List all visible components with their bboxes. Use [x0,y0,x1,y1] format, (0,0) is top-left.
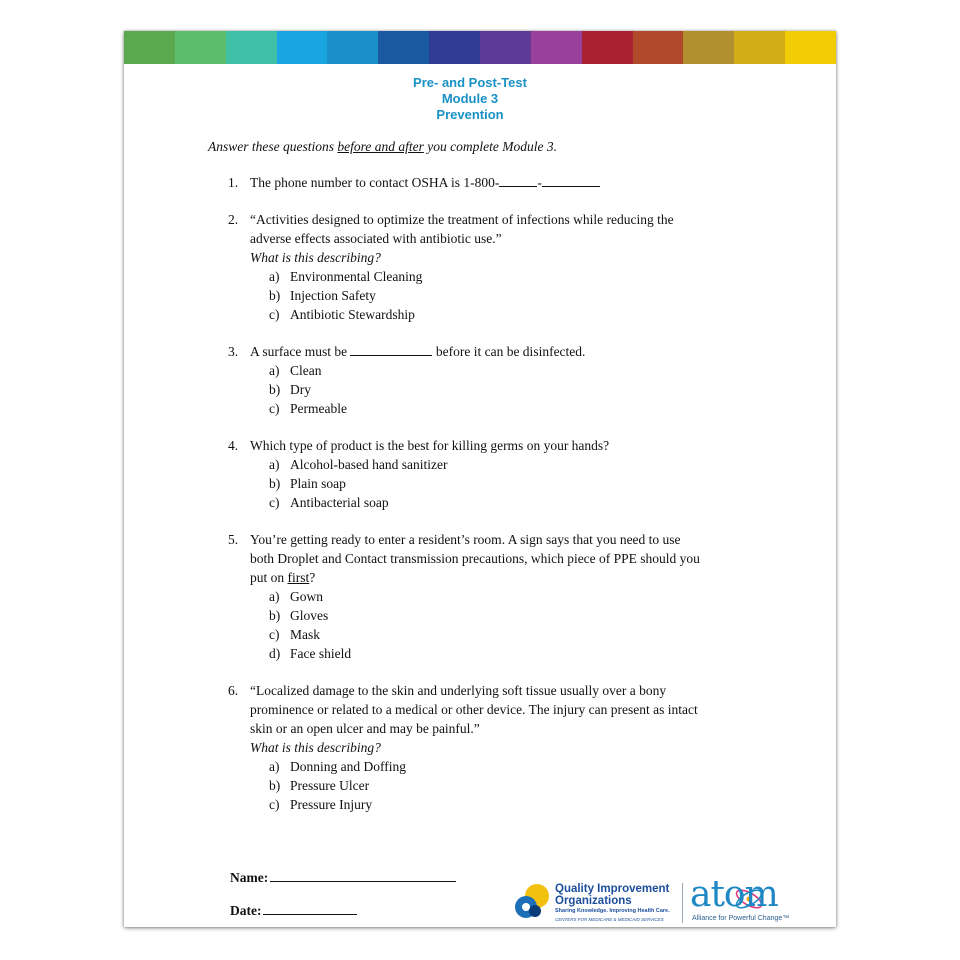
option-letter: a) [269,589,280,604]
option-text: Face shield [290,646,352,661]
question-text [250,568,748,587]
question-number: 2. [228,212,239,227]
question-number: 1. [228,175,239,190]
name-input-line[interactable] [270,869,456,882]
color-stripe-segment [582,31,633,64]
answer-option[interactable] [269,455,748,474]
color-stripe-segment [429,31,480,64]
option-letter: c) [269,307,280,322]
answer-blank[interactable] [542,174,600,187]
question-number: 3. [228,344,239,359]
color-stripe-segment [531,31,582,64]
question-text-part: put on [250,570,288,585]
option-letter: b) [269,608,281,623]
question-text: You’re getting ready to enter a resident’s room. A sign says that you need to use [250,532,681,547]
question-text: adverse effects associated with antibiotic use.” [250,231,502,246]
question-number: 6. [228,683,239,698]
question-text: The phone number to contact OSHA is 1-800- [250,175,500,190]
option-text: Dry [290,382,311,397]
answer-blank[interactable] [350,343,432,356]
answer-option[interactable] [269,776,748,795]
option-letter: a) [269,363,280,378]
color-stripe-segment [277,31,328,64]
option-text: Pressure Injury [290,797,373,812]
option-text: Permeable [290,401,347,416]
option-letter: c) [269,401,280,416]
question-dash: - [537,175,542,190]
color-stripe-segment [785,31,836,64]
option-text: Environmental Cleaning [290,269,423,284]
color-stripe-segment [683,31,734,64]
name-label: Name: [230,870,269,885]
option-letter: b) [269,288,281,303]
option-letter: b) [269,476,281,491]
answer-option[interactable] [269,606,748,625]
title-line-1: Pre- and Post-Test [413,75,527,90]
question-prompt: What is this describing? [250,740,381,755]
answer-option[interactable] [269,625,748,644]
answer-option[interactable] [269,757,748,776]
intro-underlined: before and after [337,139,424,154]
answer-option[interactable] [269,305,748,324]
answer-option[interactable] [269,493,748,512]
logo-divider [682,883,683,923]
question-5 [228,530,748,663]
qio-tagline: Sharing Knowledge. Improving Health Care. [555,908,670,914]
color-stripe-bar [124,31,836,64]
answer-blank[interactable] [499,174,537,187]
question-text: prominence or related to a medical or other device. The injury can present as intact [250,702,698,717]
emphasis-first: first [287,570,310,585]
atom-tagline: Alliance for Powerful Change™ [692,915,790,922]
document-title [124,75,816,123]
atom-logo [690,874,810,925]
question-text-part: ? [309,570,316,585]
color-stripe-segment [378,31,429,64]
title-line-2: Module 3 [441,91,499,106]
option-letter: b) [269,382,281,397]
option-text: Donning and Doffing [290,759,406,774]
question-number: 5. [228,532,239,547]
question-prompt: What is this describing? [250,250,381,265]
document-page [124,31,836,927]
option-letter: c) [269,495,280,510]
answer-option[interactable] [269,644,748,663]
answer-option[interactable] [269,399,748,418]
option-text: Injection Safety [290,288,376,303]
question-text: before it can be disinfected. [432,344,586,359]
option-text: Gown [290,589,323,604]
color-stripe-segment [226,31,277,64]
question-4 [228,436,748,512]
option-text: Antibiotic Stewardship [290,307,415,322]
answer-option[interactable] [269,474,748,493]
option-text: Clean [290,363,322,378]
instructions [208,139,557,155]
question-3 [228,342,748,418]
question-6 [228,681,748,814]
answer-option[interactable] [269,587,748,606]
qio-logo [514,880,674,926]
option-letter: a) [269,759,280,774]
option-letter: c) [269,627,280,642]
question-text: “Activities designed to optimize the treatment of infections while reducing the [250,212,674,227]
option-letter: b) [269,778,281,793]
color-stripe-segment [124,31,175,64]
option-letter: a) [269,269,280,284]
name-field [230,869,456,886]
answer-option[interactable] [269,380,748,399]
question-text: skin or an open ulcer and may be painful.” [250,721,480,736]
atom-wordmark: atom [690,874,778,915]
answer-option[interactable] [269,361,748,380]
option-letter: a) [269,457,280,472]
color-stripe-segment [327,31,378,64]
date-label: Date: [230,903,262,918]
qio-emblem-icon [514,882,552,922]
question-1 [228,173,748,192]
color-stripe-segment [480,31,531,64]
qio-title-line-1: Quality Improvement [555,883,670,895]
date-input-line[interactable] [263,902,357,915]
color-stripe-segment [734,31,785,64]
option-text: Pressure Ulcer [290,778,370,793]
option-text: Gloves [290,608,329,623]
date-field [230,902,357,919]
option-text: Mask [290,627,320,642]
answer-option[interactable] [269,267,748,286]
answer-option[interactable] [269,286,748,305]
qio-title-line-2: Organizations [555,895,632,907]
option-text: Alcohol-based hand sanitizer [290,457,448,472]
color-stripe-segment [633,31,684,64]
question-text: A surface must be [250,344,351,359]
question-text: “Localized damage to the skin and underlying soft tissue usually over a bony [250,683,667,698]
option-letter: c) [269,797,280,812]
title-line-3: Prevention [436,107,504,122]
question-2 [228,210,748,324]
question-text: Which type of product is the best for killing germs on your hands? [250,438,610,453]
question-number: 4. [228,438,239,453]
answer-option[interactable] [269,795,748,814]
option-text: Plain soap [290,476,346,491]
qio-cms-text: CENTERS FOR MEDICARE & MEDICAID SERVICES [555,917,664,922]
color-stripe-segment [175,31,226,64]
intro-text-1: Answer these questions [208,139,338,154]
intro-text-2: you complete Module 3. [423,139,557,154]
option-text: Antibacterial soap [290,495,389,510]
question-text: both Droplet and Contact transmission precautions, which piece of PPE should you [250,551,700,566]
qio-title [555,883,669,907]
option-letter: d) [269,646,281,661]
